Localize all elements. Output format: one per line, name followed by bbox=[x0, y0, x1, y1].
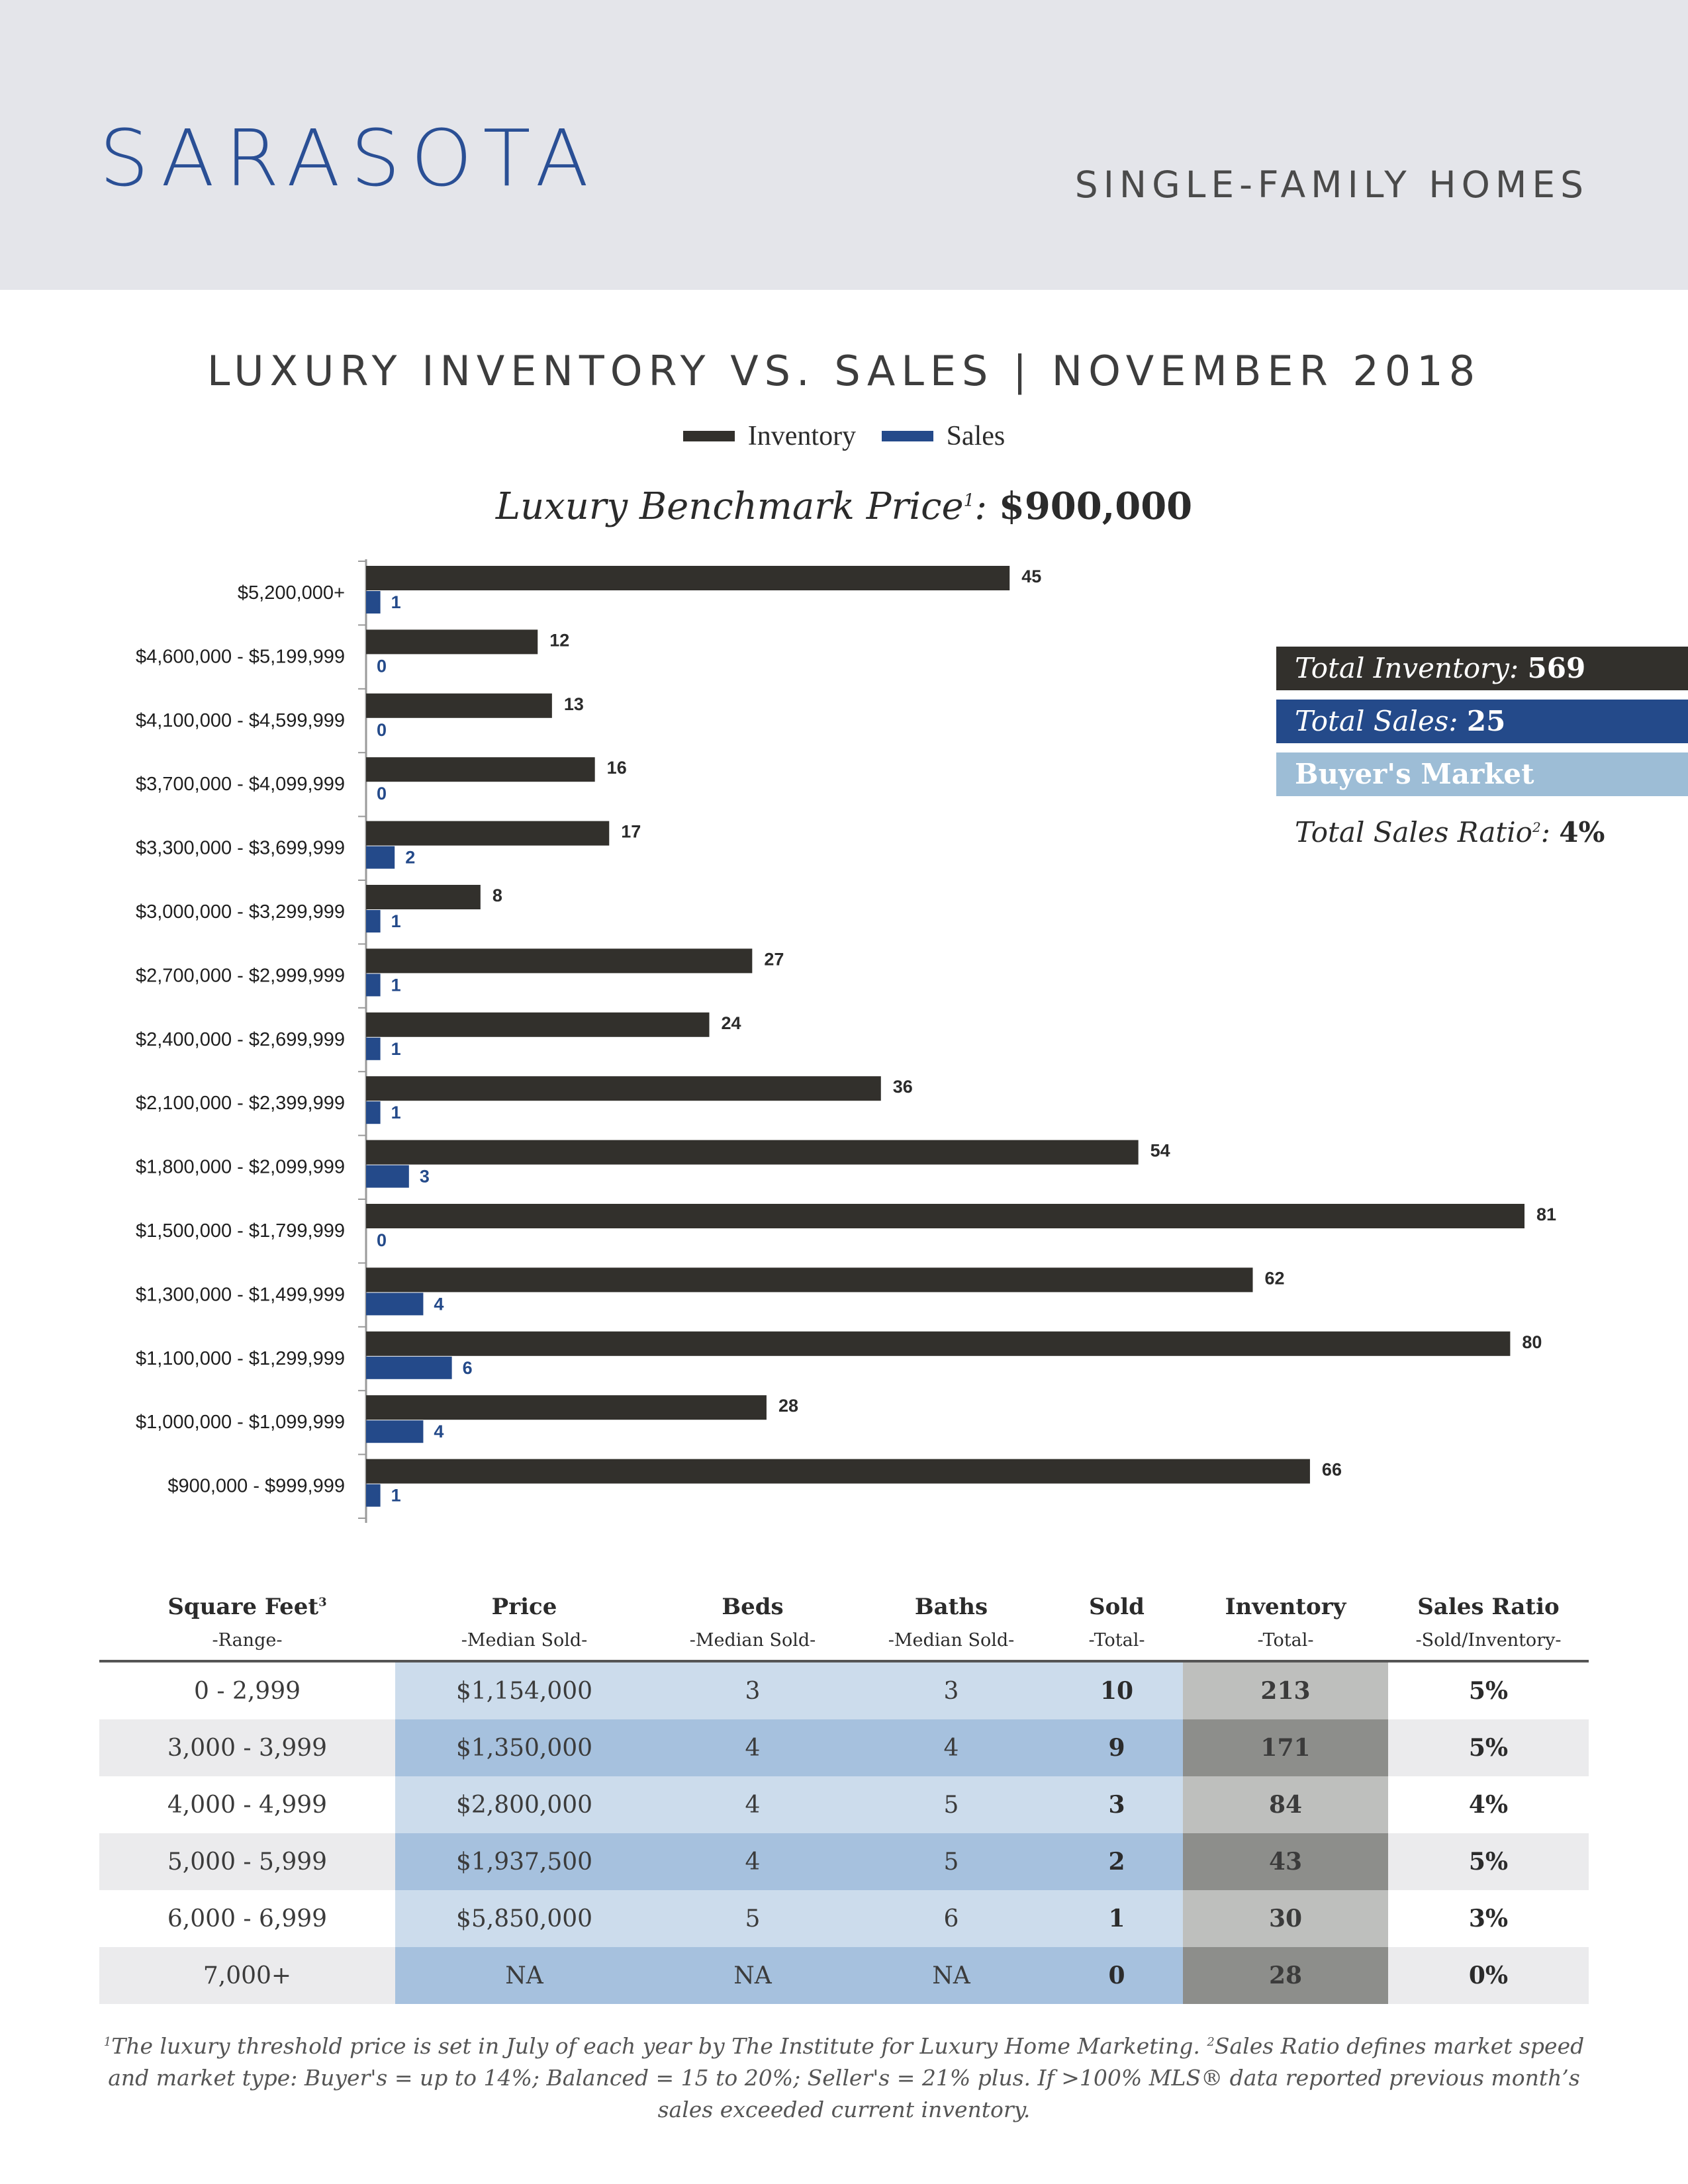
cell-sold: 2 bbox=[1051, 1833, 1183, 1890]
subheader-inventory: -Total- bbox=[1183, 1621, 1388, 1661]
cell-beds: 5 bbox=[653, 1890, 852, 1947]
square-feet-table bbox=[99, 1575, 1589, 2004]
cell-price: $5,850,000 bbox=[395, 1890, 653, 1947]
cell-sales-ratio: 5% bbox=[1388, 1833, 1589, 1890]
cell-baths: 5 bbox=[852, 1833, 1051, 1890]
header-price: Price bbox=[491, 1594, 557, 1620]
inventory-bar bbox=[366, 1332, 1510, 1356]
inventory-bar bbox=[366, 1076, 881, 1101]
category-tick-label: $1,500,000 - $1,799,999 bbox=[135, 1220, 345, 1242]
inventory-bar bbox=[366, 885, 481, 909]
inventory-data-label: 13 bbox=[563, 694, 584, 714]
ratio-footnote-marker: 2 bbox=[1532, 819, 1541, 835]
inventory-data-label: 81 bbox=[1536, 1205, 1557, 1224]
sales-bar bbox=[366, 1101, 381, 1124]
inventory-bar bbox=[366, 821, 609, 846]
cell-sales-ratio: 0% bbox=[1388, 1947, 1589, 2004]
inventory-data-label: 66 bbox=[1321, 1459, 1342, 1480]
table-row bbox=[99, 1776, 1589, 1833]
category-tick-label: $2,700,000 - $2,999,999 bbox=[135, 965, 345, 987]
category-tick-label: $3,300,000 - $3,699,999 bbox=[135, 837, 345, 859]
sales-data-label: 1 bbox=[391, 592, 401, 612]
cell-inventory: 213 bbox=[1183, 1661, 1388, 1719]
inventory-bar bbox=[366, 1140, 1139, 1165]
cell-sales-ratio: 3% bbox=[1468, 1905, 1509, 1933]
cell-inventory: 28 bbox=[1183, 1947, 1388, 2004]
subheader-sales-ratio: -Sold/Inventory- bbox=[1388, 1621, 1589, 1661]
category-tick-label: $3,000,000 - $3,299,999 bbox=[135, 901, 345, 923]
footnote-text-2: Sales Ratio defines market speed and market type: Buyer's = up to 14%; Balanced = 15 to 20%; Seller's = 21% plus. If >100% MLS® data reported previous month’s sales exceeded current inventory. bbox=[108, 2033, 1585, 2122]
header-inventory: Inventory bbox=[1225, 1594, 1346, 1620]
cell-price: $1,154,000 bbox=[395, 1661, 653, 1719]
cell-sold: 10 bbox=[1051, 1661, 1183, 1719]
sales-bar bbox=[366, 1165, 409, 1188]
cell-sales-ratio: 4% bbox=[1468, 1791, 1509, 1819]
market-type: Buyer's Market bbox=[1276, 752, 1688, 796]
table-row bbox=[99, 1947, 1589, 2004]
inventory-data-label: 62 bbox=[1264, 1268, 1285, 1289]
category-tick-label: $4,600,000 - $5,199,999 bbox=[135, 646, 345, 668]
cell-baths: 5 bbox=[852, 1776, 1051, 1833]
sales-data-label: 0 bbox=[377, 784, 387, 804]
sales-data-label: 6 bbox=[462, 1357, 473, 1378]
total-inventory-value: 569 bbox=[1527, 652, 1586, 684]
inventory-data-label: 80 bbox=[1522, 1332, 1542, 1352]
sales-bar bbox=[366, 1357, 452, 1379]
inventory-data-label: 8 bbox=[492, 886, 502, 905]
cell-baths: 3 bbox=[852, 1661, 1051, 1719]
property-type-subtitle: SINGLE-FAMILY HOMES bbox=[1074, 163, 1589, 206]
header-square-feet-footnote: 3 bbox=[318, 1595, 327, 1610]
inventory-data-label: 12 bbox=[549, 630, 570, 651]
inventory-data-label: 28 bbox=[778, 1396, 798, 1416]
cell-beds: 4 bbox=[653, 1776, 852, 1833]
sales-data-label: 1 bbox=[391, 1103, 401, 1123]
inventory-bar bbox=[366, 1204, 1524, 1228]
inventory-bar bbox=[366, 1395, 767, 1420]
header-sales-ratio: Sales Ratio bbox=[1417, 1594, 1560, 1620]
category-tick-label: $1,100,000 - $1,299,999 bbox=[135, 1347, 345, 1369]
legend-sales-swatch bbox=[882, 431, 933, 441]
inventory-data-label: 16 bbox=[606, 758, 627, 778]
cell-range: 5,000 - 5,999 bbox=[99, 1833, 395, 1890]
table-row bbox=[99, 1661, 1589, 1719]
subheader-range: -Range- bbox=[99, 1621, 395, 1661]
legend-sales-label: Sales bbox=[946, 421, 1006, 451]
inventory-data-label: 36 bbox=[892, 1077, 913, 1097]
sales-bar bbox=[366, 974, 381, 996]
cell-baths: NA bbox=[852, 1947, 1051, 2004]
sales-data-label: 4 bbox=[434, 1294, 444, 1314]
subheader-price: -Median Sold- bbox=[395, 1621, 653, 1661]
category-tick-label: $2,100,000 - $2,399,999 bbox=[135, 1093, 345, 1115]
inventory-bar bbox=[366, 948, 752, 973]
category-tick-label: $900,000 - $999,999 bbox=[167, 1475, 345, 1497]
cell-inventory: 43 bbox=[1183, 1833, 1388, 1890]
total-sales-ratio-value: 4% bbox=[1559, 816, 1605, 848]
total-sales-ratio bbox=[1276, 805, 1688, 849]
footnote bbox=[86, 2026, 1602, 2126]
sales-data-label: 1 bbox=[391, 911, 401, 931]
inventory-bar bbox=[366, 1267, 1253, 1292]
cell-inventory: 171 bbox=[1183, 1719, 1388, 1776]
sales-bar bbox=[366, 910, 381, 933]
inventory-data-label: 17 bbox=[621, 821, 641, 842]
total-inventory bbox=[1276, 647, 1688, 690]
sales-bar bbox=[366, 1420, 423, 1443]
header-square-feet bbox=[99, 1575, 395, 1621]
ratio-colon: : bbox=[1540, 816, 1550, 848]
inventory-data-label: 24 bbox=[721, 1013, 741, 1033]
city-title: SARASOTA bbox=[99, 113, 600, 204]
header-beds: Beds bbox=[722, 1594, 784, 1620]
legend-inventory-label: Inventory bbox=[747, 421, 857, 451]
inventory-data-label: 45 bbox=[1021, 567, 1042, 586]
inventory-data-label: 27 bbox=[764, 949, 784, 970]
inventory-bar bbox=[366, 629, 538, 654]
cell-baths: 6 bbox=[852, 1890, 1051, 1947]
header-square-feet-title: Square Feet bbox=[167, 1594, 319, 1620]
inventory-bar bbox=[366, 757, 595, 782]
sales-data-label: 3 bbox=[419, 1166, 430, 1187]
chart-legend bbox=[0, 417, 1688, 452]
category-tick-label: $3,700,000 - $4,099,999 bbox=[135, 774, 345, 796]
sales-bar bbox=[366, 591, 381, 614]
total-sales bbox=[1276, 700, 1688, 743]
sales-data-label: 1 bbox=[391, 1038, 401, 1059]
cell-sold: 3 bbox=[1051, 1776, 1183, 1833]
sales-data-label: 0 bbox=[377, 656, 387, 676]
cell-price: $1,937,500 bbox=[395, 1833, 653, 1890]
cell-beds: 3 bbox=[653, 1661, 852, 1719]
header-sold: Sold bbox=[1089, 1594, 1145, 1620]
sales-data-label: 1 bbox=[391, 975, 401, 995]
cell-price: $2,800,000 bbox=[395, 1776, 653, 1833]
category-tick-label: $2,400,000 - $2,699,999 bbox=[135, 1028, 345, 1050]
sales-data-label: 1 bbox=[391, 1485, 401, 1506]
cell-beds: NA bbox=[653, 1947, 852, 2004]
sales-bar bbox=[366, 1038, 381, 1060]
inventory-bar bbox=[366, 1013, 710, 1037]
inventory-bar bbox=[366, 694, 552, 718]
footnote-marker-1: 1 bbox=[103, 2035, 112, 2049]
chart-title: LUXURY INVENTORY VS. SALES | NOVEMBER 2018 bbox=[207, 347, 1481, 395]
table-row bbox=[99, 1833, 1589, 1890]
subheader-sold: -Total- bbox=[1051, 1621, 1183, 1661]
cell-sold: 1 bbox=[1051, 1890, 1183, 1947]
sales-bar bbox=[366, 1293, 423, 1315]
cell-range: 6,000 - 6,999 bbox=[167, 1905, 328, 1933]
category-tick-label: $1,300,000 - $1,499,999 bbox=[135, 1284, 345, 1306]
header-band bbox=[0, 0, 1688, 290]
inventory-data-label: 54 bbox=[1150, 1140, 1170, 1161]
subheader-beds: -Median Sold- bbox=[653, 1621, 852, 1661]
cell-inventory: 30 bbox=[1183, 1890, 1388, 1947]
inventory-bar bbox=[366, 566, 1009, 590]
cell-range: 0 - 2,999 bbox=[193, 1677, 301, 1705]
legend-inventory-swatch bbox=[683, 431, 735, 441]
sales-bar bbox=[366, 1484, 381, 1507]
summary-box bbox=[1276, 647, 1688, 858]
cell-inventory: 84 bbox=[1183, 1776, 1388, 1833]
sales-data-label: 2 bbox=[405, 847, 416, 868]
benchmark-footnote-marker: 1 bbox=[963, 490, 975, 511]
benchmark-value: $900,000 bbox=[998, 484, 1193, 528]
benchmark-label: Luxury Benchmark Price bbox=[495, 485, 964, 528]
sales-data-label: 0 bbox=[377, 1230, 387, 1250]
sales-data-label: 4 bbox=[434, 1422, 444, 1442]
category-tick-label: $5,200,000+ bbox=[237, 582, 345, 604]
total-sales-label: Total Sales: bbox=[1295, 705, 1458, 737]
subheader-baths: -Median Sold- bbox=[852, 1621, 1051, 1661]
category-tick-label: $1,000,000 - $1,099,999 bbox=[135, 1412, 345, 1433]
cell-price: $1,350,000 bbox=[395, 1719, 653, 1776]
table-row bbox=[99, 1719, 1589, 1776]
sales-bar bbox=[366, 846, 395, 869]
legend-sales bbox=[882, 420, 1006, 452]
total-sales-ratio-label: Total Sales Ratio bbox=[1295, 816, 1532, 848]
sales-data-label: 0 bbox=[377, 719, 387, 740]
cell-sold: 9 bbox=[1051, 1719, 1183, 1776]
table-row bbox=[99, 1890, 1589, 1947]
header-baths: Baths bbox=[914, 1594, 988, 1620]
category-tick-label: $1,800,000 - $2,099,999 bbox=[135, 1156, 345, 1178]
total-sales-value: 25 bbox=[1466, 705, 1506, 737]
benchmark-price bbox=[0, 484, 1688, 528]
category-tick-label: $4,100,000 - $4,599,999 bbox=[135, 709, 345, 731]
cell-beds: 4 bbox=[653, 1833, 852, 1890]
cell-sold: 0 bbox=[1051, 1947, 1183, 2004]
cell-range: 7,000+ bbox=[99, 1947, 395, 2004]
footnote-marker-2: 2 bbox=[1207, 2035, 1215, 2049]
cell-range: 3,000 - 3,999 bbox=[99, 1719, 395, 1776]
cell-sales-ratio: 5% bbox=[1388, 1719, 1589, 1776]
cell-beds: 4 bbox=[653, 1719, 852, 1776]
cell-baths: 4 bbox=[852, 1719, 1051, 1776]
legend-inventory bbox=[683, 420, 856, 452]
cell-range: 4,000 - 4,999 bbox=[167, 1791, 328, 1819]
cell-price: NA bbox=[395, 1947, 653, 2004]
benchmark-separator: : bbox=[974, 485, 988, 528]
footnote-text-1: The luxury threshold price is set in July of each year by The Institute for Luxury Home Marketing. bbox=[111, 2033, 1207, 2059]
cell-sales-ratio: 5% bbox=[1468, 1677, 1509, 1705]
total-inventory-label: Total Inventory: bbox=[1295, 652, 1519, 684]
inventory-bar bbox=[366, 1459, 1310, 1484]
